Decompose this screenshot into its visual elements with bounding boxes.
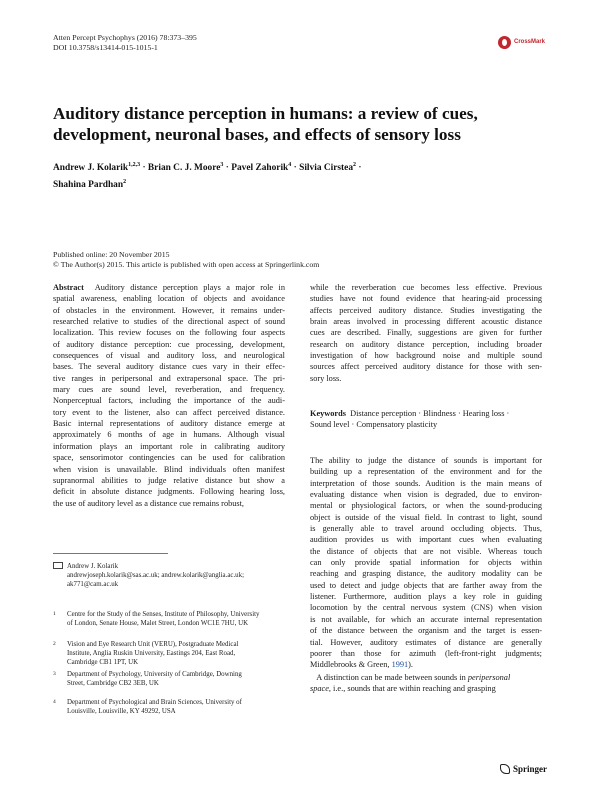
body-line: listener. Furthermore, audition plays a key role in guiding bbox=[310, 592, 542, 602]
body-line: Middlebrooks & Green, 1991). bbox=[310, 660, 414, 670]
abstract-line: spatial awareness, enabling location of objects and avoidance bbox=[53, 294, 285, 304]
body-line: is not available, for which an accurate internal representation bbox=[310, 614, 542, 624]
keywords-label: Keywords bbox=[310, 409, 346, 418]
author-list bbox=[53, 158, 533, 192]
envelope-icon bbox=[53, 562, 63, 573]
body-line: object is outside of the visual field. In contrast to light, sound bbox=[310, 512, 542, 522]
abstract-line: Abstract Auditory distance perception plays a major role in bbox=[53, 283, 285, 292]
abstract-line: deficit in absolute distance judgments. Following hearing loss, bbox=[53, 487, 285, 497]
separator: · bbox=[358, 163, 362, 174]
affiliation-line: Department of Psychological and Brain Sciences, University of bbox=[67, 699, 242, 706]
abstract-line: information plays an important role in calibrating auditory bbox=[53, 441, 285, 451]
crossmark-badge[interactable] bbox=[498, 35, 554, 49]
abstract-line: of auditory distance perception: cue processing, development, bbox=[53, 339, 285, 349]
springer-logo bbox=[500, 764, 547, 774]
author-affil: 3 bbox=[220, 162, 224, 168]
body-line: The ability to judge the distance of sounds is important for bbox=[310, 456, 542, 465]
body-line: can only provide spatial information for objects within bbox=[310, 558, 542, 568]
abstract-line: the use of auditory level as a distance cue remains robust, bbox=[53, 498, 244, 508]
abstract-line: mary cues are sound level, reverberation, and frequency. bbox=[53, 385, 285, 395]
affiliation-number: 4 bbox=[53, 699, 56, 705]
body-line: interpretation of those sounds. Audition is the main means of bbox=[310, 478, 542, 488]
affiliation-number: 2 bbox=[53, 641, 56, 647]
affiliation-line: of London, Senate House, Malet Street, London WC1E 7HU, UK bbox=[67, 620, 249, 627]
abstract-line: cues are described. Finally, suggestions are given for further bbox=[310, 328, 542, 338]
abstract-line: bases. The several auditory distance cues vary in their effec- bbox=[53, 362, 285, 372]
body-line: A distinction can be made between sounds in peripersonal bbox=[316, 673, 511, 682]
abstract-line: sory loss. bbox=[310, 373, 342, 383]
author-name[interactable]: Silvia Cirstea bbox=[299, 163, 354, 174]
abstract-line: localization. This review focuses on the following four aspects bbox=[53, 328, 285, 338]
author-affil: 2 bbox=[353, 162, 357, 168]
affiliation-line: Centre for the Study of the Senses, Institute of Philosophy, University bbox=[67, 611, 260, 618]
abstract-line: researched relative to studies of the directional aspect of sound bbox=[53, 317, 285, 327]
abstract-line: research on auditory distance perception, including broader bbox=[310, 339, 542, 349]
abstract-line: tive ranges in peripersonal and extrapersonal space. The pri- bbox=[53, 373, 285, 383]
affiliation-number: 3 bbox=[53, 671, 56, 677]
correspondent-email-2[interactable]: ak771@cam.ac.uk bbox=[67, 581, 119, 588]
affiliation-line: Department of Psychology, University of Cambridge, Downing bbox=[67, 671, 242, 678]
abstract-line: brain areas involved in processing different acoustic distance bbox=[310, 317, 542, 327]
affiliation bbox=[53, 698, 289, 716]
separator: · bbox=[225, 163, 229, 174]
affiliation-line: Institute, Anglia Ruskin University, Eastings 204, East Road, bbox=[67, 650, 236, 657]
abstract-line: tory event to the listener, also can affect perceived distance. bbox=[53, 407, 285, 417]
abstract-line: studies have not found evidence that hearing-aid processing bbox=[310, 294, 542, 304]
author-name[interactable]: Brian C. J. Moore bbox=[147, 163, 221, 174]
author-affil: 2 bbox=[123, 179, 127, 186]
abstract-line: Basic internal representations of auditory distance emerge at bbox=[53, 419, 285, 429]
abstract-label: Abstract bbox=[53, 283, 84, 292]
separator: · bbox=[293, 163, 297, 174]
intro-paragraph bbox=[310, 455, 542, 671]
body-line: mental or physiological factors, or when the sound-producing bbox=[310, 501, 542, 511]
publisher-name: Springer bbox=[513, 764, 548, 774]
citation-link[interactable]: 1991 bbox=[391, 660, 409, 670]
abstract-line: when vision is unavailable. Blind individuals often manifest bbox=[53, 464, 285, 474]
doi[interactable]: DOI 10.3758/s13414-015-1015-1 bbox=[53, 43, 158, 52]
crossmark-label: CrossMark bbox=[514, 39, 546, 45]
body-line: reaching and grasping distance, the auditory modality can be bbox=[310, 569, 542, 579]
body-line: space, i.e., sounds that are within reaching and grasping bbox=[310, 684, 496, 694]
affiliation-line: Vision and Eye Research Unit (VERU), Postgraduate Medical bbox=[67, 641, 239, 648]
affiliation bbox=[53, 610, 289, 628]
affiliation-line: Louisville, Louisville, KY 49292, USA bbox=[67, 708, 176, 715]
body-line: tial. However, auditory estimates of distance are generally bbox=[310, 637, 542, 647]
correspondent-emails[interactable]: andrewjoseph.kolarik@sas.ac.uk; andrew.kolarik@anglia.ac.uk; bbox=[67, 572, 244, 579]
published-date: Published online: 20 November 2015 bbox=[53, 250, 170, 259]
separator: · bbox=[142, 163, 146, 174]
body-line: building up a representation of the environment and for the bbox=[310, 467, 542, 477]
journal-citation: Atten Percept Psychophys (2016) 78:373–395 bbox=[53, 33, 197, 42]
keywords-text-2: Sound level · Compensatory plasticity bbox=[310, 420, 438, 430]
abstract-line: space, sensorimotor contingencies can be used for calibration bbox=[53, 453, 285, 463]
abstract-continued bbox=[310, 282, 542, 384]
license-note: © The Author(s) 2015. This article is published with open access at Springerlink.com bbox=[53, 259, 320, 269]
abstract-line: of obstacles in the environment. However, it remains under- bbox=[53, 305, 285, 315]
abstract-line: supranormal abilities to judge relative distance but show a bbox=[53, 475, 285, 485]
footnote-divider bbox=[53, 553, 168, 554]
body-line: of the distance between the organism and the target is essen- bbox=[310, 626, 542, 636]
body-line: used to detect and judge objects that are farther away from the bbox=[310, 580, 542, 590]
author-affil: 4 bbox=[288, 162, 292, 168]
abstract-line: sources affect perceived auditory distance for those with sen- bbox=[310, 362, 542, 372]
affiliation bbox=[53, 640, 289, 667]
body-line: poorer than those for azimuth (left-front-right judgments; bbox=[310, 648, 542, 658]
body-line: locomotion by the central nervous system (CNS) when vision bbox=[310, 603, 542, 613]
keywords-text: Distance perception · Blindness · Hearing loss · bbox=[350, 409, 510, 418]
intro-paragraph-2 bbox=[310, 672, 542, 695]
publication-info bbox=[53, 250, 319, 269]
abstract-line: approximately 6 months of age in humans. Although visual bbox=[53, 430, 285, 440]
affiliation-line: Cambridge CB1 1PT, UK bbox=[67, 659, 139, 666]
body-line: is generally able to travel around occluding objects. Thus, bbox=[310, 524, 542, 534]
abstract bbox=[53, 282, 285, 509]
crossmark-icon bbox=[498, 36, 511, 49]
abstract-line: while the reverberation cue becomes less effective. Previous bbox=[310, 283, 542, 292]
abstract-line: investigation of how background noise and multiple sound bbox=[310, 351, 542, 361]
affiliation bbox=[53, 670, 289, 688]
correspondent-name: Andrew J. Kolarik bbox=[67, 563, 119, 570]
author-name[interactable]: Andrew J. Kolarik bbox=[53, 163, 129, 174]
body-line: evaluating distance when vision is degraded, due to environ- bbox=[310, 490, 542, 500]
article-title: Auditory distance perception in humans: a review of cues, development, neuronal bases, and effects of sensory loss bbox=[53, 104, 478, 144]
abstract-line: affects perceived auditory distance. Studies investigating the bbox=[310, 305, 542, 315]
affiliation-line: Street, Cambridge CB2 3EB, UK bbox=[67, 680, 159, 687]
abstract-line: Nonperceptual factors, including the importance of the audi- bbox=[53, 396, 285, 406]
author-affil: 1,2,3 bbox=[128, 162, 141, 168]
author-name[interactable]: Shahina Pardhan bbox=[53, 180, 124, 191]
author-name[interactable]: Pavel Zahorik bbox=[231, 163, 289, 174]
abstract-line: consequences of visual and auditory loss, and neurological bbox=[53, 351, 285, 361]
correspondence bbox=[53, 562, 289, 589]
keywords bbox=[310, 408, 542, 431]
body-line: the distance of objects that are not visible. Whereas touch bbox=[310, 546, 542, 556]
body-line: audition provides us with important cues when evaluating bbox=[310, 535, 542, 545]
springer-horse-icon bbox=[500, 764, 510, 774]
affiliation-number: 1 bbox=[53, 611, 56, 617]
